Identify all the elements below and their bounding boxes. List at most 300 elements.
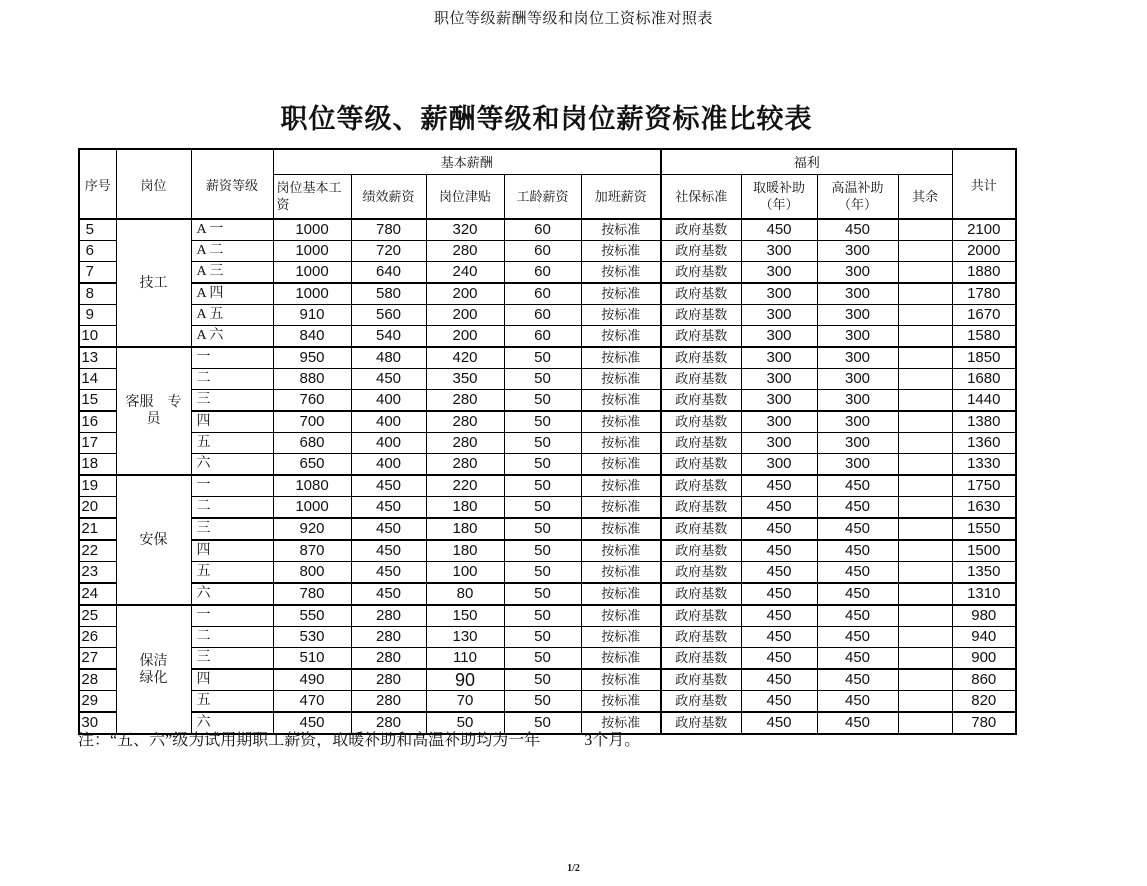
cell-high-temp-subsidy: 450	[817, 712, 898, 734]
cell-base-salary: 760	[273, 390, 351, 412]
cell-overtime-salary: 按标准	[581, 648, 661, 670]
cell-performance-salary: 280	[351, 627, 426, 648]
cell-performance-salary: 450	[351, 475, 426, 497]
cell-social-security: 政府基数	[661, 627, 741, 648]
cell-seniority-salary: 50	[504, 627, 581, 648]
cell-total: 860	[952, 669, 1016, 691]
cell-base-salary: 1000	[273, 241, 351, 262]
table-row	[79, 540, 1016, 562]
cell-other	[898, 540, 952, 562]
cell-post-allowance: 180	[426, 518, 504, 540]
cell-total: 1330	[952, 454, 1016, 476]
cell-other	[898, 475, 952, 497]
cell-total: 820	[952, 691, 1016, 713]
cell-other	[898, 305, 952, 326]
cell-performance-salary: 780	[351, 219, 426, 241]
cell-heating-subsidy: 450	[741, 605, 817, 627]
cell-performance-salary: 640	[351, 262, 426, 284]
position-name-line: 安保	[139, 532, 168, 548]
cell-social-security: 政府基数	[661, 605, 741, 627]
cell-other	[898, 454, 952, 476]
cell-overtime-salary: 按标准	[581, 219, 661, 241]
header-row-groups	[79, 149, 1016, 174]
cell-total: 1850	[952, 347, 1016, 369]
cell-high-temp-subsidy: 450	[817, 691, 898, 713]
cell-salary-grade: 五	[191, 562, 273, 584]
cell-heating-subsidy: 300	[741, 454, 817, 476]
cell-post-allowance: 100	[426, 562, 504, 584]
cell-social-security: 政府基数	[661, 390, 741, 412]
cell-other	[898, 497, 952, 519]
cell-heating-subsidy: 450	[741, 691, 817, 713]
cell-seniority-salary: 50	[504, 669, 581, 691]
cell-seniority-salary: 50	[504, 433, 581, 454]
salary-standard-table	[78, 148, 1017, 735]
cell-high-temp-subsidy: 450	[817, 562, 898, 584]
cell-base-salary: 870	[273, 540, 351, 562]
cell-total: 1750	[952, 475, 1016, 497]
cell-seniority-salary: 50	[504, 583, 581, 605]
cell-total: 1680	[952, 369, 1016, 390]
col-group-welfare: 福利	[661, 149, 952, 174]
high-temp-subsidy-line1: 高温补助	[831, 180, 884, 196]
cell-other	[898, 648, 952, 670]
table-row	[79, 390, 1016, 412]
cell-high-temp-subsidy: 450	[817, 648, 898, 670]
cell-other	[898, 262, 952, 284]
table-row	[79, 583, 1016, 605]
cell-row-number: 14	[79, 369, 116, 390]
cell-base-salary: 1000	[273, 497, 351, 519]
position-name-line: 客服 专	[125, 395, 182, 410]
col-header-high-temp-subsidy	[817, 174, 898, 219]
cell-overtime-salary: 按标准	[581, 326, 661, 348]
cell-social-security: 政府基数	[661, 347, 741, 369]
cell-social-security: 政府基数	[661, 712, 741, 734]
table-row	[79, 433, 1016, 454]
cell-row-number: 24	[79, 583, 116, 605]
cell-seniority-salary: 50	[504, 411, 581, 433]
cell-high-temp-subsidy: 450	[817, 583, 898, 605]
cell-post-allowance: 220	[426, 475, 504, 497]
cell-post-allowance: 150	[426, 605, 504, 627]
cell-salary-grade: 一	[191, 605, 273, 627]
cell-post-allowance: 280	[426, 433, 504, 454]
cell-row-number: 9	[79, 305, 116, 326]
cell-total: 1360	[952, 433, 1016, 454]
cell-social-security: 政府基数	[661, 669, 741, 691]
cell-row-number: 28	[79, 669, 116, 691]
cell-base-salary: 450	[273, 712, 351, 734]
cell-high-temp-subsidy: 300	[817, 283, 898, 305]
cell-post-allowance: 130	[426, 627, 504, 648]
cell-other	[898, 219, 952, 241]
cell-salary-grade: A 二	[191, 241, 273, 262]
table-row	[79, 262, 1016, 284]
cell-performance-salary: 720	[351, 241, 426, 262]
cell-high-temp-subsidy: 450	[817, 669, 898, 691]
table-row	[79, 669, 1016, 691]
cell-performance-salary: 280	[351, 691, 426, 713]
cell-total: 980	[952, 605, 1016, 627]
cell-seniority-salary: 50	[504, 497, 581, 519]
cell-high-temp-subsidy: 450	[817, 497, 898, 519]
cell-row-number: 20	[79, 497, 116, 519]
position-name-line: 技工	[139, 275, 168, 291]
cell-total: 1440	[952, 390, 1016, 412]
cell-high-temp-subsidy: 300	[817, 411, 898, 433]
cell-row-number: 27	[79, 648, 116, 670]
cell-social-security: 政府基数	[661, 411, 741, 433]
cell-overtime-salary: 按标准	[581, 369, 661, 390]
position-name-line: 保洁	[139, 653, 168, 669]
cell-post-allowance: 280	[426, 390, 504, 412]
cell-row-number: 19	[79, 475, 116, 497]
cell-other	[898, 369, 952, 390]
cell-heating-subsidy: 300	[741, 347, 817, 369]
cell-social-security: 政府基数	[661, 219, 741, 241]
cell-base-salary: 700	[273, 411, 351, 433]
cell-seniority-salary: 50	[504, 518, 581, 540]
cell-row-number: 17	[79, 433, 116, 454]
cell-post-allowance: 280	[426, 454, 504, 476]
footnote-text: 注：“五、六”级为试用期职工薪资，取暖补助和高温补助均为一年	[78, 732, 541, 749]
cell-overtime-salary: 按标准	[581, 605, 661, 627]
cell-high-temp-subsidy: 450	[817, 605, 898, 627]
cell-seniority-salary: 60	[504, 305, 581, 326]
cell-high-temp-subsidy: 450	[817, 627, 898, 648]
cell-post-allowance: 240	[426, 262, 504, 284]
cell-high-temp-subsidy: 300	[817, 262, 898, 284]
cell-high-temp-subsidy: 300	[817, 347, 898, 369]
cell-overtime-salary: 按标准	[581, 518, 661, 540]
cell-overtime-salary: 按标准	[581, 347, 661, 369]
col-header-heating-subsidy	[741, 174, 817, 219]
cell-seniority-salary: 60	[504, 219, 581, 241]
cell-total: 2100	[952, 219, 1016, 241]
cell-social-security: 政府基数	[661, 262, 741, 284]
table-row	[79, 369, 1016, 390]
cell-social-security: 政府基数	[661, 326, 741, 348]
cell-other	[898, 241, 952, 262]
cell-row-number: 8	[79, 283, 116, 305]
cell-social-security: 政府基数	[661, 283, 741, 305]
footnote-months: 3个月。	[584, 732, 641, 749]
cell-base-salary: 680	[273, 433, 351, 454]
position-name-line: 员	[146, 412, 161, 427]
cell-post-allowance: 280	[426, 241, 504, 262]
cell-row-number: 25	[79, 605, 116, 627]
cell-social-security: 政府基数	[661, 497, 741, 519]
cell-social-security: 政府基数	[661, 454, 741, 476]
cell-heating-subsidy: 450	[741, 475, 817, 497]
cell-post-allowance: 80	[426, 583, 504, 605]
cell-overtime-salary: 按标准	[581, 691, 661, 713]
cell-salary-grade: A 四	[191, 283, 273, 305]
cell-row-number: 10	[79, 326, 116, 348]
cell-base-salary: 800	[273, 562, 351, 584]
cell-post-allowance: 180	[426, 497, 504, 519]
cell-performance-salary: 480	[351, 347, 426, 369]
cell-base-salary: 780	[273, 583, 351, 605]
cell-post-allowance: 180	[426, 540, 504, 562]
cell-social-security: 政府基数	[661, 433, 741, 454]
cell-post-allowance: 280	[426, 411, 504, 433]
cell-post-allowance: 110	[426, 648, 504, 670]
heating-subsidy-line1: 取暖补助	[752, 180, 805, 196]
cell-total: 1630	[952, 497, 1016, 519]
col-header-row-number: 序号	[79, 149, 116, 219]
cell-overtime-salary: 按标准	[581, 540, 661, 562]
cell-seniority-salary: 60	[504, 283, 581, 305]
cell-overtime-salary: 按标准	[581, 562, 661, 584]
cell-overtime-salary: 按标准	[581, 627, 661, 648]
cell-base-salary: 650	[273, 454, 351, 476]
cell-post-allowance: 350	[426, 369, 504, 390]
document-header: 职位等级薪酬等级和岗位工资标准对照表	[433, 11, 713, 27]
cell-seniority-salary: 50	[504, 562, 581, 584]
cell-performance-salary: 540	[351, 326, 426, 348]
cell-total: 780	[952, 712, 1016, 734]
cell-salary-grade: A 六	[191, 326, 273, 348]
table-row	[79, 241, 1016, 262]
cell-social-security: 政府基数	[661, 475, 741, 497]
cell-other	[898, 562, 952, 584]
cell-row-number: 5	[79, 219, 116, 241]
cell-performance-salary: 450	[351, 369, 426, 390]
cell-salary-grade: 二	[191, 369, 273, 390]
cell-overtime-salary: 按标准	[581, 454, 661, 476]
cell-other	[898, 669, 952, 691]
cell-salary-grade: A 三	[191, 262, 273, 284]
col-header-base-salary: 岗位基本工资	[273, 174, 351, 219]
cell-total: 940	[952, 627, 1016, 648]
cell-seniority-salary: 60	[504, 262, 581, 284]
cell-total: 1550	[952, 518, 1016, 540]
cell-salary-grade: 三	[191, 390, 273, 412]
cell-total: 1380	[952, 411, 1016, 433]
cell-high-temp-subsidy: 450	[817, 540, 898, 562]
cell-heating-subsidy: 300	[741, 305, 817, 326]
cell-high-temp-subsidy: 450	[817, 475, 898, 497]
cell-performance-salary: 450	[351, 562, 426, 584]
cell-salary-grade: 五	[191, 691, 273, 713]
cell-seniority-salary: 50	[504, 605, 581, 627]
table-row	[79, 691, 1016, 713]
cell-seniority-salary: 50	[504, 540, 581, 562]
cell-heating-subsidy: 450	[741, 583, 817, 605]
cell-social-security: 政府基数	[661, 540, 741, 562]
cell-other	[898, 411, 952, 433]
cell-social-security: 政府基数	[661, 562, 741, 584]
cell-salary-grade: 六	[191, 712, 273, 734]
cell-other	[898, 347, 952, 369]
cell-heating-subsidy: 300	[741, 262, 817, 284]
col-header-position: 岗位	[116, 149, 191, 219]
cell-high-temp-subsidy: 300	[817, 454, 898, 476]
cell-base-salary: 490	[273, 669, 351, 691]
cell-performance-salary: 580	[351, 283, 426, 305]
cell-performance-salary: 400	[351, 454, 426, 476]
cell-social-security: 政府基数	[661, 518, 741, 540]
cell-salary-grade: 四	[191, 669, 273, 691]
cell-high-temp-subsidy: 300	[817, 390, 898, 412]
cell-salary-grade: A 五	[191, 305, 273, 326]
cell-performance-salary: 280	[351, 669, 426, 691]
cell-post-allowance: 200	[426, 326, 504, 348]
cell-social-security: 政府基数	[661, 583, 741, 605]
cell-total: 1350	[952, 562, 1016, 584]
cell-overtime-salary: 按标准	[581, 390, 661, 412]
cell-heating-subsidy: 300	[741, 326, 817, 348]
cell-base-salary: 950	[273, 347, 351, 369]
cell-performance-salary: 450	[351, 518, 426, 540]
cell-row-number: 15	[79, 390, 116, 412]
cell-post-allowance: 50	[426, 712, 504, 734]
cell-seniority-salary: 60	[504, 241, 581, 262]
cell-row-number: 6	[79, 241, 116, 262]
cell-overtime-salary: 按标准	[581, 583, 661, 605]
cell-performance-salary: 400	[351, 411, 426, 433]
cell-other	[898, 627, 952, 648]
cell-overtime-salary: 按标准	[581, 411, 661, 433]
cell-seniority-salary: 60	[504, 326, 581, 348]
cell-row-number: 13	[79, 347, 116, 369]
cell-heating-subsidy: 300	[741, 283, 817, 305]
cell-heating-subsidy: 300	[741, 369, 817, 390]
cell-salary-grade: 三	[191, 518, 273, 540]
cell-row-number: 26	[79, 627, 116, 648]
cell-salary-grade: 四	[191, 540, 273, 562]
cell-total: 1670	[952, 305, 1016, 326]
cell-salary-grade: 四	[191, 411, 273, 433]
cell-performance-salary: 450	[351, 583, 426, 605]
cell-other	[898, 390, 952, 412]
cell-post-allowance: 90	[426, 669, 504, 691]
cell-salary-grade: 六	[191, 583, 273, 605]
cell-social-security: 政府基数	[661, 369, 741, 390]
cell-total: 1310	[952, 583, 1016, 605]
cell-other	[898, 605, 952, 627]
table-row	[79, 562, 1016, 584]
cell-base-salary: 1000	[273, 262, 351, 284]
cell-heating-subsidy: 450	[741, 497, 817, 519]
cell-salary-grade: 二	[191, 497, 273, 519]
table-row	[79, 411, 1016, 433]
cell-performance-salary: 450	[351, 497, 426, 519]
cell-other	[898, 583, 952, 605]
cell-post-allowance: 320	[426, 219, 504, 241]
cell-total: 1500	[952, 540, 1016, 562]
cell-overtime-salary: 按标准	[581, 433, 661, 454]
cell-total: 2000	[952, 241, 1016, 262]
col-header-seniority-salary: 工龄薪资	[504, 174, 581, 219]
cell-other	[898, 691, 952, 713]
cell-other	[898, 283, 952, 305]
table-row	[79, 326, 1016, 348]
cell-post-allowance: 70	[426, 691, 504, 713]
cell-heating-subsidy: 450	[741, 712, 817, 734]
cell-post-allowance: 420	[426, 347, 504, 369]
cell-base-salary: 470	[273, 691, 351, 713]
cell-base-salary: 530	[273, 627, 351, 648]
col-header-total: 共计	[952, 149, 1016, 219]
cell-heating-subsidy: 300	[741, 390, 817, 412]
cell-base-salary: 880	[273, 369, 351, 390]
cell-high-temp-subsidy: 450	[817, 219, 898, 241]
cell-performance-salary: 450	[351, 540, 426, 562]
cell-other	[898, 712, 952, 734]
cell-performance-salary: 280	[351, 605, 426, 627]
cell-performance-salary: 280	[351, 648, 426, 670]
cell-performance-salary: 400	[351, 390, 426, 412]
table-row	[79, 497, 1016, 519]
table-row	[79, 305, 1016, 326]
cell-high-temp-subsidy: 450	[817, 518, 898, 540]
table-row	[79, 605, 1016, 627]
cell-seniority-salary: 50	[504, 712, 581, 734]
cell-performance-salary: 400	[351, 433, 426, 454]
table-row	[79, 648, 1016, 670]
col-header-overtime-salary: 加班薪资	[581, 174, 661, 219]
cell-base-salary: 920	[273, 518, 351, 540]
cell-high-temp-subsidy: 300	[817, 305, 898, 326]
cell-base-salary: 910	[273, 305, 351, 326]
cell-heating-subsidy: 450	[741, 540, 817, 562]
cell-salary-grade: A 一	[191, 219, 273, 241]
cell-overtime-salary: 按标准	[581, 475, 661, 497]
col-header-social-security: 社保标准	[661, 174, 741, 219]
cell-position-group	[116, 219, 191, 347]
cell-overtime-salary: 按标准	[581, 669, 661, 691]
cell-high-temp-subsidy: 300	[817, 326, 898, 348]
cell-heating-subsidy: 450	[741, 669, 817, 691]
cell-row-number: 7	[79, 262, 116, 284]
col-header-salary-grade: 薪资等级	[191, 149, 273, 219]
cell-base-salary: 1000	[273, 283, 351, 305]
col-header-performance-salary: 绩效薪资	[351, 174, 426, 219]
cell-seniority-salary: 50	[504, 454, 581, 476]
cell-base-salary: 510	[273, 648, 351, 670]
cell-overtime-salary: 按标准	[581, 262, 661, 284]
cell-other	[898, 326, 952, 348]
cell-overtime-salary: 按标准	[581, 305, 661, 326]
heating-subsidy-line2: （年）	[759, 197, 799, 213]
cell-high-temp-subsidy: 300	[817, 433, 898, 454]
table-row	[79, 283, 1016, 305]
cell-other	[898, 518, 952, 540]
cell-overtime-salary: 按标准	[581, 497, 661, 519]
cell-row-number: 21	[79, 518, 116, 540]
cell-seniority-salary: 50	[504, 475, 581, 497]
cell-seniority-salary: 50	[504, 369, 581, 390]
cell-heating-subsidy: 450	[741, 562, 817, 584]
cell-post-allowance: 200	[426, 283, 504, 305]
table-row	[79, 627, 1016, 648]
cell-heating-subsidy: 450	[741, 648, 817, 670]
footnote	[78, 727, 640, 750]
cell-salary-grade: 六	[191, 454, 273, 476]
cell-performance-salary: 560	[351, 305, 426, 326]
table-row	[79, 475, 1016, 497]
position-name-line: 绿化	[139, 670, 168, 686]
cell-base-salary: 550	[273, 605, 351, 627]
cell-salary-grade: 一	[191, 475, 273, 497]
cell-social-security: 政府基数	[661, 648, 741, 670]
cell-heating-subsidy: 450	[741, 518, 817, 540]
cell-high-temp-subsidy: 300	[817, 241, 898, 262]
cell-high-temp-subsidy: 300	[817, 369, 898, 390]
